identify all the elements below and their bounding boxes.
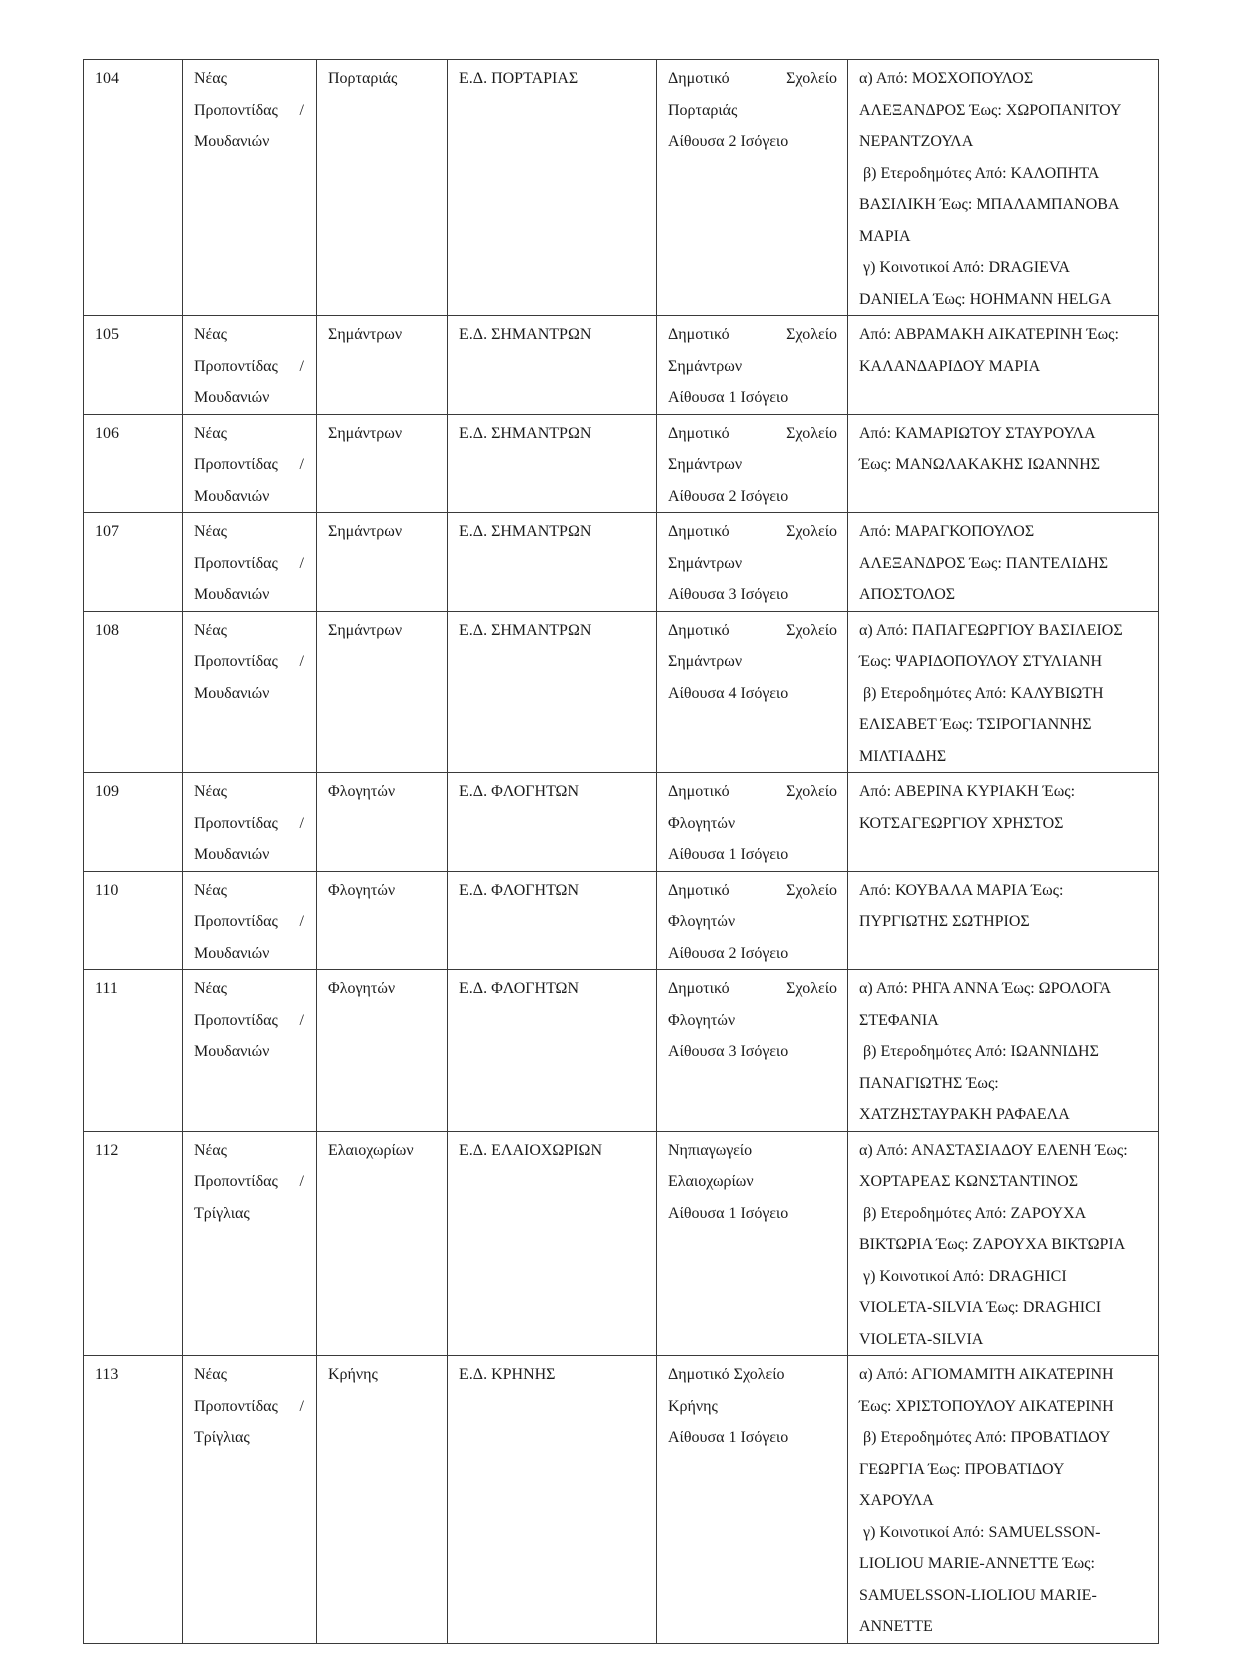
station-number-cell bbox=[84, 1131, 183, 1356]
station-number-cell bbox=[84, 970, 183, 1132]
community-name: Φλογητών bbox=[328, 783, 396, 800]
station-number: 112 bbox=[95, 1141, 119, 1159]
municipality-line: Προποντίδας / bbox=[194, 1173, 304, 1190]
location-line: Αίθουσα 2 Ισόγειο bbox=[668, 944, 789, 962]
district-cell bbox=[448, 871, 657, 970]
district-cell bbox=[448, 611, 657, 773]
voters-range-cell bbox=[848, 1356, 1159, 1644]
location-line: Αίθουσα 1 Ισόγειο bbox=[668, 1429, 789, 1446]
community-name: Σημάντρων bbox=[328, 424, 403, 442]
table-row bbox=[84, 611, 1159, 773]
voters-line: β) Ετεροδημότες Από: ΠΡΟΒΑΤΙΔΟΥ bbox=[859, 1429, 1111, 1446]
table-row bbox=[84, 1356, 1159, 1644]
location-line: Σημάντρων bbox=[668, 653, 743, 670]
voters-line: β) Ετεροδημότες Από: ΖΑΡΟΥΧΑ bbox=[859, 1204, 1087, 1222]
community-cell bbox=[317, 1131, 448, 1356]
municipality-line: Νέας bbox=[194, 621, 227, 639]
location-cell bbox=[657, 60, 848, 316]
station-number-cell bbox=[84, 871, 183, 970]
location-cell bbox=[657, 611, 848, 773]
municipality-line: Τρίγλιας bbox=[194, 1429, 250, 1446]
municipality-line: Προποντίδας / bbox=[194, 554, 304, 572]
location-line: Αίθουσα 1 Ισόγειο bbox=[668, 389, 789, 406]
municipality-line: Νέας bbox=[194, 326, 227, 343]
community-cell bbox=[317, 60, 448, 316]
voters-line: β) Ετεροδημότες Από: ΚΑΛΥΒΙΩΤΗ bbox=[859, 684, 1104, 702]
municipality-cell bbox=[183, 60, 317, 316]
municipality-line: Προποντίδας / bbox=[194, 357, 304, 375]
location-line: Φλογητών bbox=[668, 913, 736, 930]
community-cell bbox=[317, 1356, 448, 1644]
voters-line: VIOLETA-SILVIA Έως: DRAGHICI bbox=[859, 1299, 1102, 1316]
community-cell bbox=[317, 316, 448, 415]
voters-line: α) Από: ΜΟΣΧΟΠΟΥΛΟΣ bbox=[859, 70, 1034, 87]
voters-range-cell bbox=[848, 1131, 1159, 1356]
voters-line: ΠΥΡΓΙΩΤΗΣ ΣΩΤΗΡΙΟΣ bbox=[859, 913, 1030, 930]
municipality-line: Μουδανιών bbox=[194, 1043, 270, 1060]
voters-line: ΧΑΡΟΥΛΑ bbox=[859, 1492, 934, 1509]
electoral-district: Ε.Δ. ΕΛΑΙΟΧΩΡΙΩΝ bbox=[459, 1141, 602, 1159]
community-cell bbox=[317, 513, 448, 612]
voters-line: ΝΕΡΑΝΤΖΟΥΛΑ bbox=[859, 133, 974, 150]
municipality-line: Προποντίδας / bbox=[194, 1011, 304, 1029]
location-line: Δημοτικό Σχολείο bbox=[668, 621, 837, 639]
municipality-line: Μουδανιών bbox=[194, 389, 270, 406]
district-cell bbox=[448, 316, 657, 415]
voters-line: α) Από: ΡΗΓΑ ΑΝΝΑ Έως: ΩΡΟΛΟΓΑ bbox=[859, 980, 1112, 997]
voters-line: α) Από: ΠΑΠΑΓΕΩΡΓΙΟΥ ΒΑΣΙΛΕΙΟΣ bbox=[859, 621, 1123, 639]
voters-line: β) Ετεροδημότες Από: ΚΑΛΟΠΗΤΑ bbox=[859, 164, 1100, 182]
municipality-line: Νέας bbox=[194, 1366, 227, 1383]
community-cell bbox=[317, 871, 448, 970]
location-line: Δημοτικό Σχολείο bbox=[668, 980, 837, 997]
location-cell bbox=[657, 1131, 848, 1356]
station-number-cell bbox=[84, 414, 183, 513]
location-line: Σημάντρων bbox=[668, 357, 743, 375]
voters-line: ΑΠΟΣΤΟΛΟΣ bbox=[859, 586, 956, 603]
location-line: Φλογητών bbox=[668, 1011, 736, 1029]
voters-line: Από: ΑΒΡΑΜΑΚΗ ΑΙΚΑΤΕΡΙΝΗ Έως: bbox=[859, 326, 1119, 343]
station-number-cell bbox=[84, 513, 183, 612]
table-row bbox=[84, 60, 1159, 316]
voters-line: ΧΑΤΖΗΣΤΑΥΡΑΚΗ ΡΑΦΑΕΛΑ bbox=[859, 1106, 1070, 1123]
voters-range-cell bbox=[848, 611, 1159, 773]
table-row bbox=[84, 871, 1159, 970]
voters-line: Από: ΜΑΡΑΓΚΟΠΟΥΛΟΣ bbox=[859, 523, 1035, 540]
community-cell bbox=[317, 414, 448, 513]
station-number-cell bbox=[84, 1356, 183, 1644]
polling-stations-table bbox=[83, 59, 1159, 1644]
electoral-district: Ε.Δ. ΦΛΟΓΗΤΩΝ bbox=[459, 783, 579, 800]
location-line: Αίθουσα 3 Ισόγειο bbox=[668, 586, 789, 603]
municipality-cell bbox=[183, 414, 317, 513]
location-line: Δημοτικό Σχολείο bbox=[668, 783, 837, 800]
electoral-district: Ε.Δ. ΣΗΜΑΝΤΡΩΝ bbox=[459, 621, 592, 639]
voters-line: Από: ΚΟΥΒΑΛΑ ΜΑΡΙΑ Έως: bbox=[859, 881, 1064, 899]
electoral-district: Ε.Δ. ΦΛΟΓΗΤΩΝ bbox=[459, 980, 579, 997]
municipality-line: Τρίγλιας bbox=[194, 1204, 250, 1222]
municipality-line: Νέας bbox=[194, 424, 227, 442]
location-line: Νηπιαγωγείο bbox=[668, 1141, 753, 1159]
voters-line: ΑΛΕΞΑΝΔΡΟΣ Έως: ΧΩΡΟΠΑΝΙΤΟΥ bbox=[859, 101, 1122, 119]
voters-line: DANIELA Έως: HOHMANN HELGA bbox=[859, 290, 1112, 308]
voters-line: Έως: ΨΑΡΙΔΟΠΟΥΛΟΥ ΣΤΥΛΙΑΝΗ bbox=[859, 653, 1103, 670]
voters-line: ANNETTE bbox=[859, 1618, 933, 1635]
voters-line: ΠΑΝΑΓΙΩΤΗΣ Έως: bbox=[859, 1074, 999, 1092]
electoral-district: Ε.Δ. ΣΗΜΑΝΤΡΩΝ bbox=[459, 523, 592, 540]
location-line: Δημοτικό Σχολείο bbox=[668, 881, 837, 899]
location-cell bbox=[657, 513, 848, 612]
municipality-cell bbox=[183, 871, 317, 970]
municipality-line: Νέας bbox=[194, 783, 227, 800]
community-name: Φλογητών bbox=[328, 881, 396, 899]
municipality-line: Προποντίδας / bbox=[194, 1397, 304, 1415]
location-line: Δημοτικό Σχολείο bbox=[668, 326, 837, 343]
location-cell bbox=[657, 414, 848, 513]
district-cell bbox=[448, 1356, 657, 1644]
electoral-district: Ε.Δ. ΣΗΜΑΝΤΡΩΝ bbox=[459, 326, 592, 343]
location-cell bbox=[657, 1356, 848, 1644]
municipality-line: Μουδανιών bbox=[194, 487, 270, 505]
voters-line: ΜΑΡΙΑ bbox=[859, 227, 911, 245]
voters-line: ΜΙΛΤΙΑΔΗΣ bbox=[859, 747, 947, 765]
municipality-line: Μουδανιών bbox=[194, 684, 270, 702]
location-line: Δημοτικό Σχολείο bbox=[668, 1366, 785, 1383]
location-line: Δημοτικό Σχολείο bbox=[668, 70, 837, 87]
station-number: 104 bbox=[95, 70, 119, 87]
municipality-line: Νέας bbox=[194, 980, 227, 997]
voters-range-cell bbox=[848, 871, 1159, 970]
voters-line: α) Από: ΑΓΙΟΜΑΜΙΤΗ ΑΙΚΑΤΕΡΙΝΗ bbox=[859, 1366, 1114, 1383]
station-number: 105 bbox=[95, 326, 119, 343]
location-line: Σημάντρων bbox=[668, 456, 743, 473]
voters-line: ΣΤΕΦΑΝΙΑ bbox=[859, 1011, 939, 1029]
location-line: Ελαιοχωρίων bbox=[668, 1173, 754, 1190]
location-line: Αίθουσα 1 Ισόγειο bbox=[668, 846, 789, 863]
electoral-district: Ε.Δ. ΦΛΟΓΗΤΩΝ bbox=[459, 881, 579, 899]
community-cell bbox=[317, 970, 448, 1132]
table-row bbox=[84, 513, 1159, 612]
voters-range-cell bbox=[848, 316, 1159, 415]
location-line: Σημάντρων bbox=[668, 554, 743, 572]
district-cell bbox=[448, 773, 657, 872]
community-name: Σημάντρων bbox=[328, 523, 403, 540]
community-name: Ελαιοχωρίων bbox=[328, 1141, 414, 1159]
municipality-line: Προποντίδας / bbox=[194, 456, 304, 473]
municipality-cell bbox=[183, 316, 317, 415]
station-number: 111 bbox=[95, 980, 118, 997]
location-line: Αίθουσα 4 Ισόγειο bbox=[668, 684, 789, 702]
municipality-line: Μουδανιών bbox=[194, 944, 270, 962]
location-line: Αίθουσα 3 Ισόγειο bbox=[668, 1043, 789, 1060]
municipality-cell bbox=[183, 773, 317, 872]
table-row bbox=[84, 970, 1159, 1132]
voters-range-cell bbox=[848, 970, 1159, 1132]
voters-line: γ) Κοινοτικοί Από: DRAGHICI bbox=[859, 1267, 1067, 1285]
location-line: Πορταριάς bbox=[668, 101, 738, 119]
community-name: Φλογητών bbox=[328, 980, 396, 997]
voters-line: β) Ετεροδημότες Από: ΙΩΑΝΝΙΔΗΣ bbox=[859, 1043, 1099, 1060]
location-cell bbox=[657, 970, 848, 1132]
voters-line: ΚΑΛΑΝΔΑΡΙΔΟΥ ΜΑΡΙΑ bbox=[859, 357, 1041, 375]
district-cell bbox=[448, 970, 657, 1132]
location-cell bbox=[657, 871, 848, 970]
voters-line: VIOLETA-SILVIA bbox=[859, 1330, 984, 1348]
voters-line: ΚΟΤΣΑΓΕΩΡΓΙΟΥ ΧΡΗΣΤΟΣ bbox=[859, 814, 1064, 832]
community-cell bbox=[317, 611, 448, 773]
municipality-line: Νέας bbox=[194, 70, 227, 87]
voters-line: LIOLIOU MARIE-ANNETTE Έως: bbox=[859, 1555, 1095, 1572]
table-row bbox=[84, 316, 1159, 415]
voters-line: γ) Κοινοτικοί Από: SAMUELSSON- bbox=[859, 1523, 1101, 1541]
voters-line: Έως: ΜΑΝΩΛΑΚΑΚΗΣ ΙΩΑΝΝΗΣ bbox=[859, 456, 1101, 473]
table-row bbox=[84, 414, 1159, 513]
station-number: 107 bbox=[95, 523, 119, 540]
station-number: 108 bbox=[95, 621, 119, 639]
district-cell bbox=[448, 60, 657, 316]
location-line: Δημοτικό Σχολείο bbox=[668, 424, 837, 442]
location-line: Δημοτικό Σχολείο bbox=[668, 523, 837, 540]
electoral-district: Ε.Δ. ΠΟΡΤΑΡΙΑΣ bbox=[459, 70, 579, 87]
location-line: Φλογητών bbox=[668, 814, 736, 832]
community-name: Κρήνης bbox=[328, 1366, 378, 1383]
station-number: 110 bbox=[95, 881, 119, 899]
station-number: 109 bbox=[95, 783, 119, 800]
district-cell bbox=[448, 1131, 657, 1356]
voters-line: Από: ΑΒΕΡΙΝΑ ΚΥΡΙΑΚΗ Έως: bbox=[859, 783, 1076, 800]
voters-line: ΧΟΡΤΑΡΕΑΣ ΚΩΝΣΤΑΝΤΙΝΟΣ bbox=[859, 1173, 1079, 1190]
station-number-cell bbox=[84, 773, 183, 872]
community-cell bbox=[317, 773, 448, 872]
station-number: 113 bbox=[95, 1366, 119, 1383]
municipality-cell bbox=[183, 970, 317, 1132]
municipality-cell bbox=[183, 611, 317, 773]
voters-line: ΑΛΕΞΑΝΔΡΟΣ Έως: ΠΑΝΤΕΛΙΔΗΣ bbox=[859, 554, 1109, 572]
municipality-line: Νέας bbox=[194, 881, 227, 899]
voters-line: ΕΛΙΣΑΒΕΤ Έως: ΤΣΙΡΟΓΙΑΝΝΗΣ bbox=[859, 716, 1092, 733]
municipality-line: Μουδανιών bbox=[194, 586, 270, 603]
voters-line: ΒΙΚΤΩΡΙΑ Έως: ΖΑΡΟΥΧΑ ΒΙΚΤΩΡΙΑ bbox=[859, 1236, 1126, 1253]
municipality-line: Προποντίδας / bbox=[194, 101, 304, 119]
municipality-line: Μουδανιών bbox=[194, 846, 270, 863]
location-cell bbox=[657, 773, 848, 872]
voters-line: γ) Κοινοτικοί Από: DRAGIEVA bbox=[859, 259, 1070, 276]
station-number-cell bbox=[84, 60, 183, 316]
table-body bbox=[84, 60, 1159, 1644]
table-row bbox=[84, 1131, 1159, 1356]
location-cell bbox=[657, 316, 848, 415]
location-line: Αίθουσα 1 Ισόγειο bbox=[668, 1204, 789, 1222]
municipality-cell bbox=[183, 513, 317, 612]
district-cell bbox=[448, 513, 657, 612]
municipality-line: Νέας bbox=[194, 523, 227, 540]
municipality-line: Προποντίδας / bbox=[194, 814, 304, 832]
electoral-district: Ε.Δ. ΣΗΜΑΝΤΡΩΝ bbox=[459, 424, 592, 442]
voters-line: SAMUELSSON-LIOLIOU MARIE- bbox=[859, 1586, 1097, 1604]
location-line: Αίθουσα 2 Ισόγειο bbox=[668, 133, 789, 150]
community-name: Σημάντρων bbox=[328, 621, 403, 639]
voters-line: α) Από: ΑΝΑΣΤΑΣΙΑΔΟΥ ΕΛΕΝΗ Έως: bbox=[859, 1141, 1128, 1159]
voters-range-cell bbox=[848, 60, 1159, 316]
station-number-cell bbox=[84, 611, 183, 773]
voters-line: Έως: ΧΡΙΣΤΟΠΟΥΛΟΥ ΑΙΚΑΤΕΡΙΝΗ bbox=[859, 1397, 1114, 1415]
voters-line: ΓΕΩΡΓΙΑ Έως: ΠΡΟΒΑΤΙΔΟΥ bbox=[859, 1460, 1065, 1478]
voters-line: Από: ΚΑΜΑΡΙΩΤΟΥ ΣΤΑΥΡΟΥΛΑ bbox=[859, 424, 1096, 442]
community-name: Σημάντρων bbox=[328, 326, 403, 343]
voters-range-cell bbox=[848, 414, 1159, 513]
station-number: 106 bbox=[95, 424, 119, 442]
table-row bbox=[84, 773, 1159, 872]
electoral-district: Ε.Δ. ΚΡΗΝΗΣ bbox=[459, 1366, 556, 1383]
municipality-line: Προποντίδας / bbox=[194, 913, 304, 930]
municipality-cell bbox=[183, 1356, 317, 1644]
municipality-line: Προποντίδας / bbox=[194, 653, 304, 670]
voters-line: ΒΑΣΙΛΙΚΗ Έως: ΜΠΑΛΑΜΠΑΝΟΒΑ bbox=[859, 196, 1120, 213]
municipality-line: Μουδανιών bbox=[194, 133, 270, 150]
district-cell bbox=[448, 414, 657, 513]
station-number-cell bbox=[84, 316, 183, 415]
community-name: Πορταριάς bbox=[328, 70, 398, 87]
voters-range-cell bbox=[848, 773, 1159, 872]
voters-range-cell bbox=[848, 513, 1159, 612]
location-line: Αίθουσα 2 Ισόγειο bbox=[668, 487, 789, 505]
municipality-line: Νέας bbox=[194, 1141, 227, 1159]
location-line: Κρήνης bbox=[668, 1397, 718, 1415]
municipality-cell bbox=[183, 1131, 317, 1356]
